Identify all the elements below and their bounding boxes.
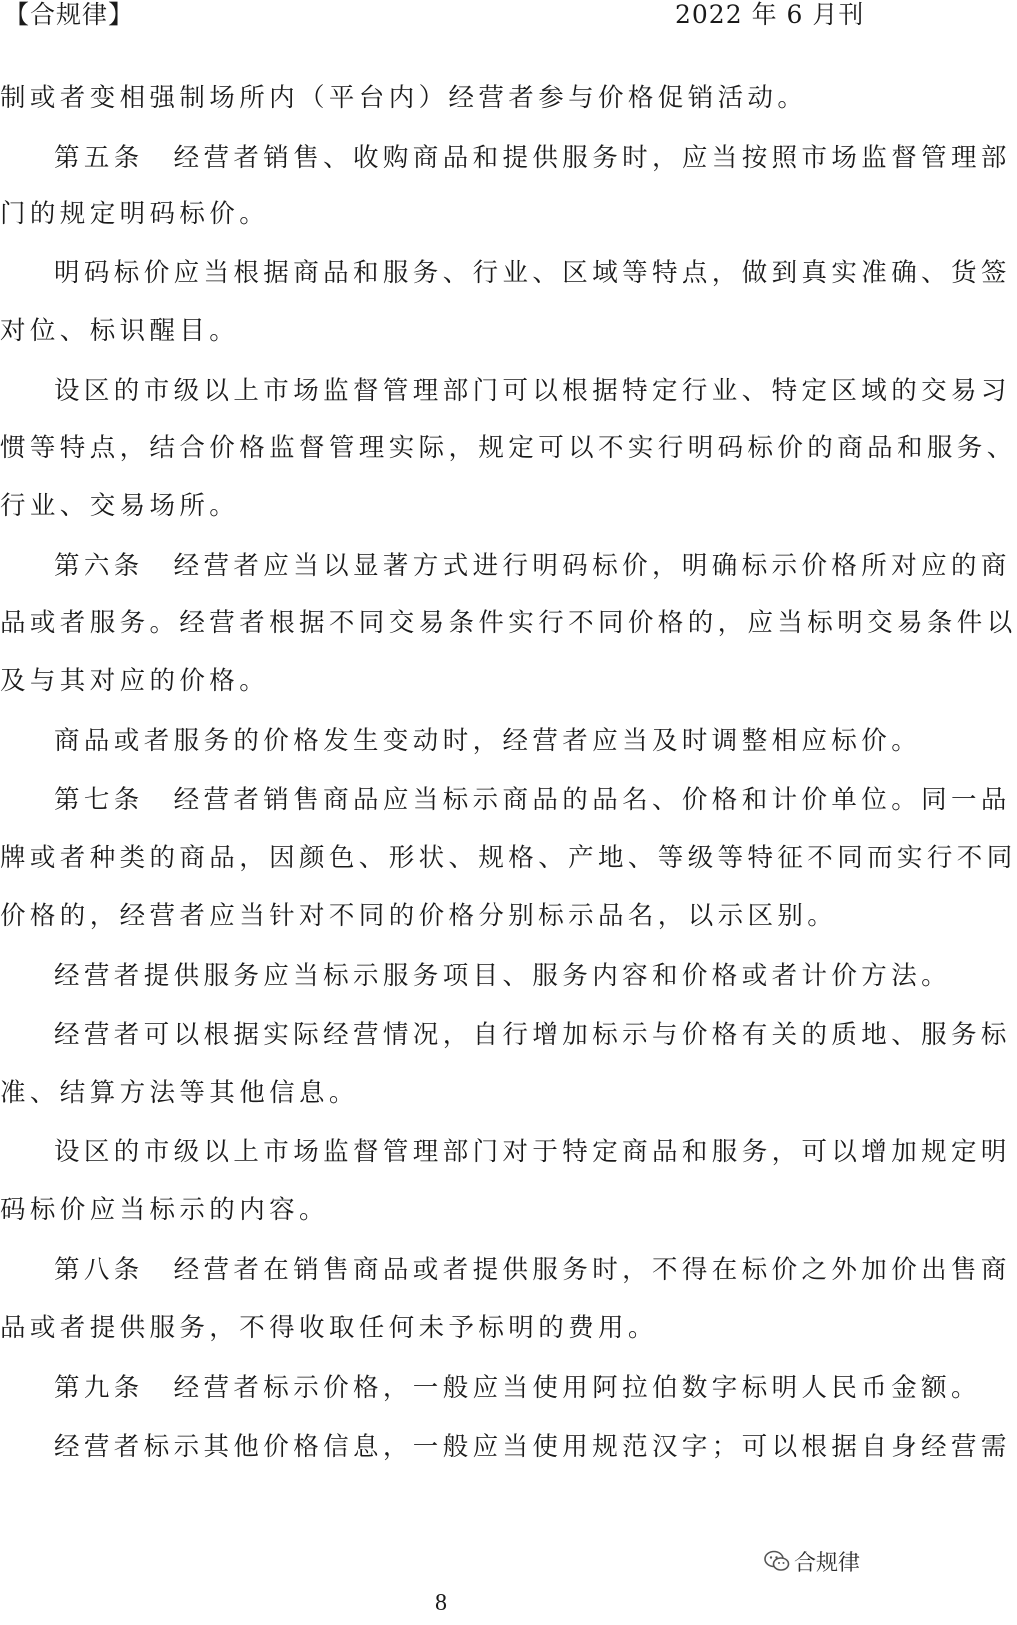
text-line: 码标价应当标示的内容。 <box>0 1195 329 1225</box>
publication-name: 【合规律】 <box>4 0 135 29</box>
text-line: 门的规定明码标价。 <box>0 199 270 229</box>
text-line: 第六条 经营者应当以显著方式进行明码标价，明确标示价格所对应的商 <box>54 551 1011 581</box>
text-line: 第五条 经营者销售、收购商品和提供服务时，应当按照市场监督管理部 <box>54 143 1011 173</box>
text-line: 明码标价应当根据商品和服务、行业、区域等特点，做到真实准确、货签 <box>54 258 1011 288</box>
issue-date: 2022 年 6 月刊 <box>675 0 865 29</box>
text-line: 对位、标识醒目。 <box>0 316 240 346</box>
text-line: 商品或者服务的价格发生变动时，经营者应当及时调整相应标价。 <box>54 726 922 756</box>
text-line: 准、结算方法等其他信息。 <box>0 1078 359 1108</box>
text-line: 及与其对应的价格。 <box>0 666 270 696</box>
text-line: 品或者服务。经营者根据不同交易条件实行不同价格的，应当标明交易条件以 <box>0 608 1017 638</box>
text-line: 设区的市级以上市场监督管理部门对于特定商品和服务，可以增加规定明 <box>54 1137 1011 1167</box>
wechat-icon <box>764 1550 790 1572</box>
text-line: 第七条 经营者销售商品应当标示商品的品名、价格和计价单位。同一品 <box>54 785 1011 815</box>
text-line: 设区的市级以上市场监督管理部门可以根据特定行业、特定区域的交易习 <box>54 376 1011 406</box>
text-line: 经营者标示其他价格信息，一般应当使用规范汉字；可以根据自身经营需 <box>54 1432 1011 1462</box>
wechat-watermark <box>764 1545 860 1577</box>
watermark-label: 合规律 <box>794 1550 861 1576</box>
text-line: 价格的，经营者应当针对不同的价格分别标示品名，以示区别。 <box>0 901 838 931</box>
text-line: 第九条 经营者标示价格，一般应当使用阿拉伯数字标明人民币金额。 <box>54 1373 981 1403</box>
page-header <box>0 0 900 40</box>
text-line: 品或者提供服务，不得收取任何未予标明的费用。 <box>0 1313 658 1343</box>
text-line: 第八条 经营者在销售商品或者提供服务时，不得在标价之外加价出售商 <box>54 1255 1011 1285</box>
text-line: 制或者变相强制场所内（平台内）经营者参与价格促销活动。 <box>0 83 808 113</box>
text-line: 经营者提供服务应当标示服务项目、服务内容和价格或者计价方法。 <box>54 961 952 991</box>
text-line: 行业、交易场所。 <box>0 491 240 521</box>
text-line: 牌或者种类的商品，因颜色、形状、规格、产地、等级等特征不同而实行不同 <box>0 843 1017 873</box>
page-number: 8 <box>435 1590 447 1616</box>
text-line: 惯等特点，结合价格监督管理实际，规定可以不实行明码标价的商品和服务、 <box>0 433 1017 463</box>
text-line: 经营者可以根据实际经营情况，自行增加标示与价格有关的质地、服务标 <box>54 1020 1011 1050</box>
